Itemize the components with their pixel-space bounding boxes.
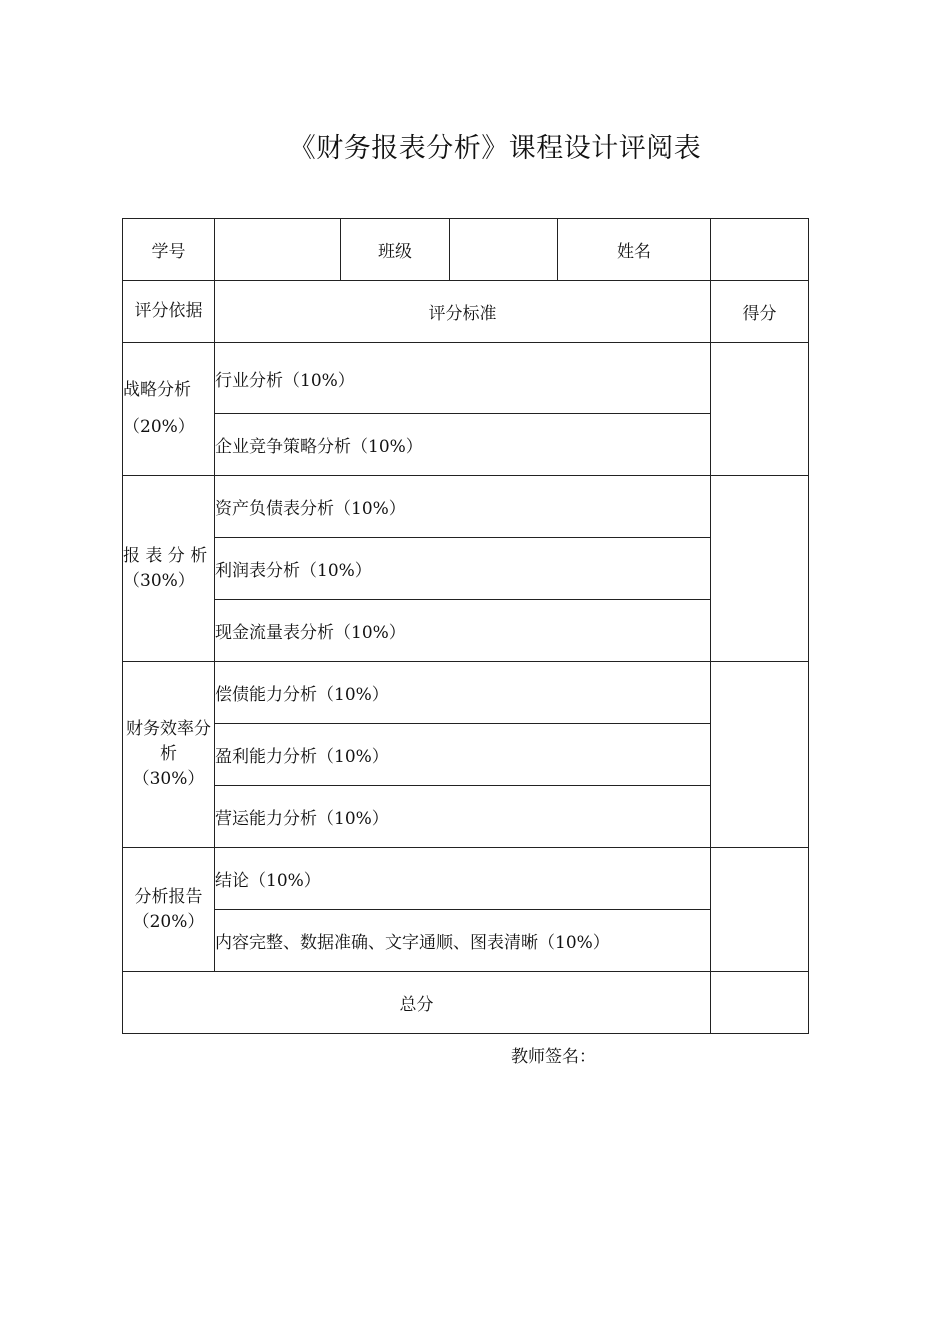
- name-field[interactable]: [711, 219, 809, 281]
- class-label: 班级: [341, 219, 450, 281]
- score-cell-report[interactable]: [711, 848, 809, 972]
- total-score-field[interactable]: [711, 972, 809, 1034]
- table-row: [123, 848, 809, 910]
- criteria-header: 评分标准: [215, 281, 711, 343]
- criteria-item: 资产负债表分析（10%）: [215, 476, 711, 538]
- score-cell-statements[interactable]: [711, 476, 809, 662]
- category-efficiency: [123, 662, 215, 848]
- table-row: [123, 910, 809, 972]
- teacher-signature-label: 教师签名：: [511, 1047, 596, 1067]
- total-label: 总分: [123, 972, 711, 1034]
- table-row: [123, 343, 809, 414]
- student-info-row: [123, 219, 809, 281]
- table-row: [123, 724, 809, 786]
- category-name: 战略分析: [123, 380, 191, 400]
- criteria-item: 企业竞争策略分析（10%）: [215, 414, 711, 476]
- category-name: 分析报告: [134, 886, 203, 907]
- name-label: 姓名: [558, 219, 711, 281]
- student-id-field[interactable]: [215, 219, 341, 281]
- category-weight: （20%）: [132, 911, 205, 932]
- table-row: [123, 538, 809, 600]
- score-cell-strategy[interactable]: [711, 343, 809, 476]
- criteria-item: 结论（10%）: [215, 848, 711, 910]
- category-weight: （20%）: [123, 417, 195, 437]
- table-row: [123, 786, 809, 848]
- category-name: 报 表 分 析: [123, 545, 208, 566]
- table-row: [123, 662, 809, 724]
- criteria-item: 内容完整、数据准确、文字通顺、图表清晰（10%）: [215, 910, 711, 972]
- table-row: [123, 476, 809, 538]
- criteria-item: 现金流量表分析（10%）: [215, 600, 711, 662]
- category-weight: （30%）: [132, 769, 205, 789]
- class-field[interactable]: [450, 219, 558, 281]
- column-header-row: [123, 281, 809, 343]
- category-name: 财务效率分析: [126, 719, 211, 764]
- score-header: 得分: [711, 281, 809, 343]
- criteria-item: 偿债能力分析（10%）: [215, 662, 711, 724]
- category-strategy: [123, 343, 215, 476]
- criteria-item: 行业分析（10%）: [215, 343, 711, 414]
- category-report: [123, 848, 215, 972]
- evaluation-table: [122, 218, 809, 1034]
- table-row: [123, 414, 809, 476]
- total-row: [123, 972, 809, 1034]
- criteria-item: 营运能力分析（10%）: [215, 786, 711, 848]
- category-statements: [123, 476, 215, 662]
- student-id-label: 学号: [123, 219, 215, 281]
- category-weight: （30%）: [123, 570, 195, 591]
- criteria-item: 利润表分析（10%）: [215, 538, 711, 600]
- score-cell-efficiency[interactable]: [711, 662, 809, 848]
- criteria-item: 盈利能力分析（10%）: [215, 724, 711, 786]
- page-title: 《财务报表分析》课程设计评阅表: [288, 133, 702, 164]
- basis-header: 评分依据: [123, 281, 215, 343]
- table-row: [123, 600, 809, 662]
